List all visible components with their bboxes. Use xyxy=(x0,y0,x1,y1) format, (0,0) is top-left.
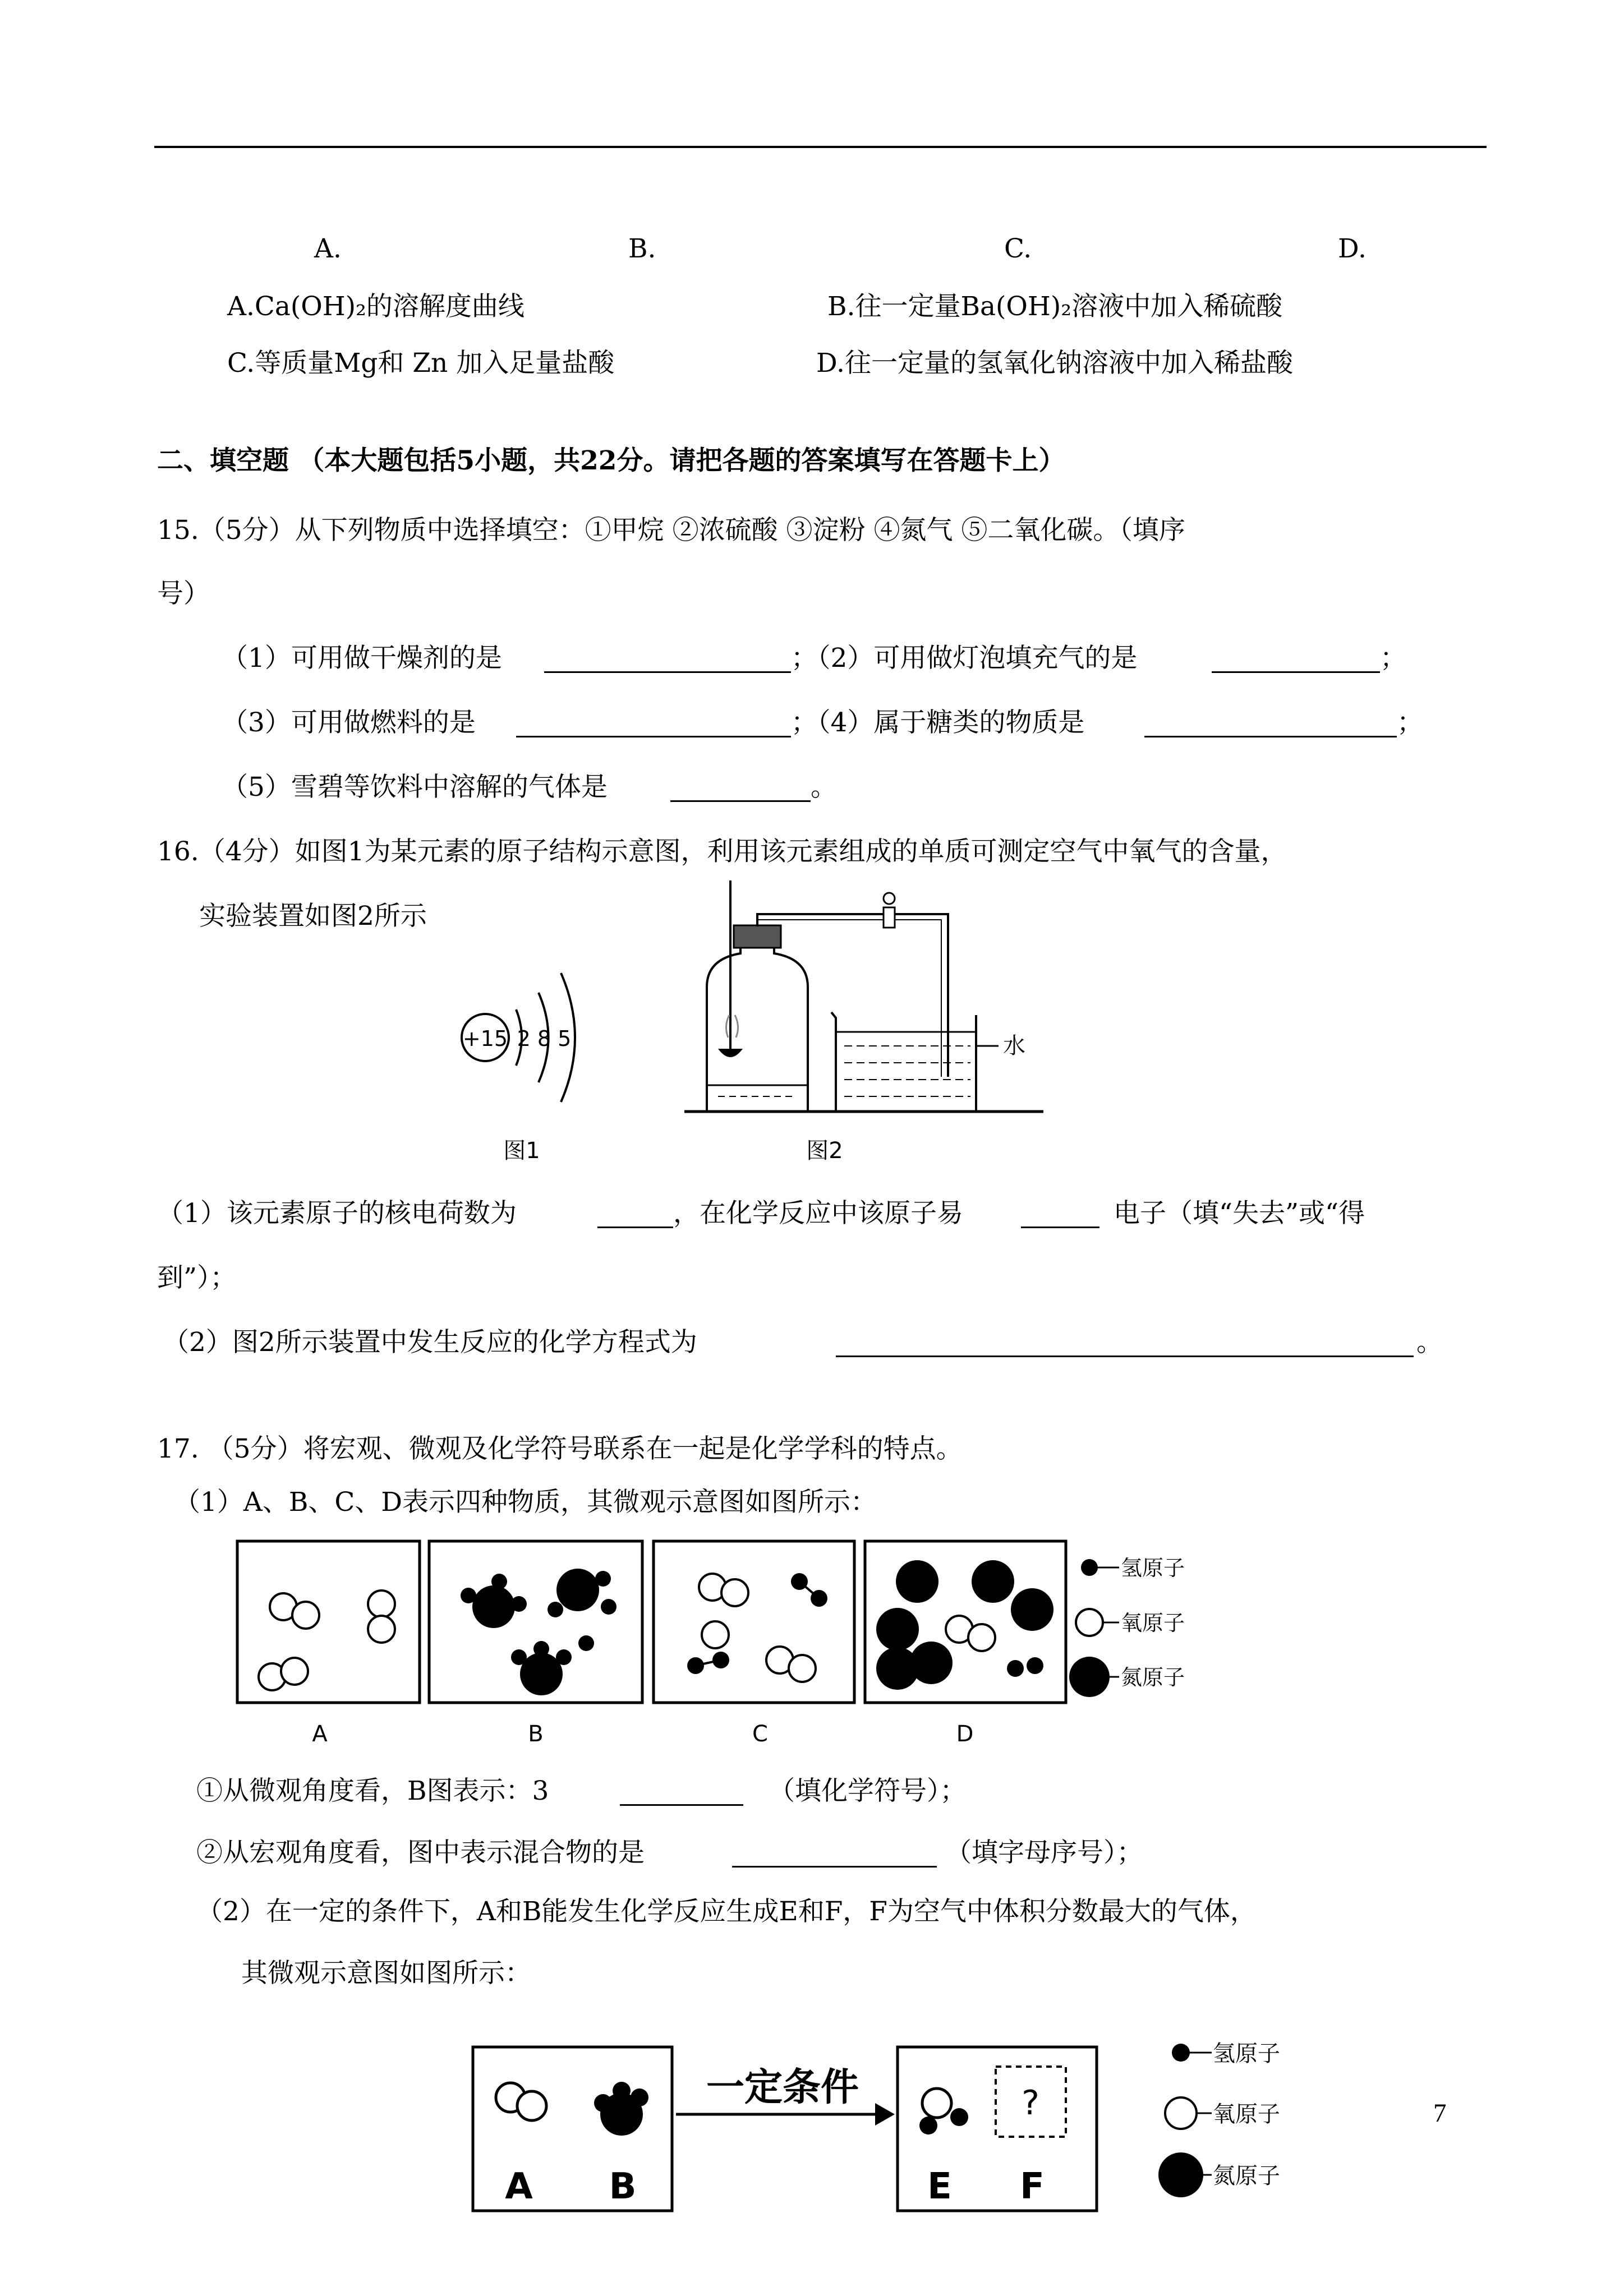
q17-blank1[interactable] xyxy=(620,1804,743,1806)
product-e-label: E xyxy=(927,2166,952,2207)
q16-part2-end: 。 xyxy=(1416,1327,1443,1358)
q14-option-b: B.往一定量Ba(OH)₂溶液中加入稀硫酸 xyxy=(827,291,1283,322)
box-b-label: B xyxy=(528,1721,544,1747)
q16-blank2[interactable] xyxy=(1021,1227,1099,1228)
atom-structure-diagram xyxy=(449,931,617,1167)
box-c-label: C xyxy=(752,1721,768,1747)
q17-sub2b: （填字母序号）； xyxy=(945,1837,1143,1868)
q16-part1c: 电子（填“失去”或“得 xyxy=(1114,1198,1365,1229)
section-title: 二、填空题 （本大题包括5小题，共22分。请把各题的答案填写在答题卡上） xyxy=(157,445,1065,476)
q15-blank3[interactable] xyxy=(516,736,791,737)
box-d-label: D xyxy=(956,1721,974,1747)
q17-part1: （1）A、B、C、D表示四种物质，其微观示意图如图所示： xyxy=(174,1487,877,1518)
q17-part2-line1: （2）在一定的条件下，A和B能发生化学反应生成E和F，F为空气中体积分数最大的气体， xyxy=(196,1896,1257,1927)
nucleus-label: +15 xyxy=(462,1026,508,1051)
page-number: 7 xyxy=(1433,2099,1447,2128)
q15-stem-line1: 15.（5分）从下列物质中选择填空：①甲烷 ②浓硫酸 ③淀粉 ④氮气 ⑤二氧化碳。（填序 xyxy=(157,515,1185,546)
q16-blank1[interactable] xyxy=(597,1227,673,1228)
reaction-diagram xyxy=(471,2030,1346,2221)
unknown-product-mark: ? xyxy=(1022,2083,1039,2123)
q15-part2: ；（2）可用做灯泡填充气的是 xyxy=(791,643,1138,674)
q16-stem-line2: 实验装置如图2所示 xyxy=(199,901,427,932)
legend-hydrogen: 氢原子 xyxy=(1121,1556,1185,1580)
q14-option-d: D.往一定量的氢氧化钠溶液中加入稀盐酸 xyxy=(816,348,1293,379)
q16-part1b: ，在化学反应中该原子易 xyxy=(673,1198,963,1229)
q16-stem-line1: 16.（4分）如图1为某元素的原子结构示意图，利用该元素组成的单质可测定空气中氧气的含量， xyxy=(157,836,1287,867)
box-a-label: A xyxy=(312,1721,328,1747)
legend2-hydrogen: 氢原子 xyxy=(1213,2041,1280,2067)
q15-part4-end: ； xyxy=(1397,707,1423,738)
legend-oxygen: 氧原子 xyxy=(1121,1611,1185,1635)
legend-nitrogen: 氮原子 xyxy=(1121,1665,1185,1690)
q15-part1: （1）可用做干燥剂的是 xyxy=(222,643,502,674)
q15-part2-end: ； xyxy=(1380,643,1406,674)
reaction-condition: 一定条件 xyxy=(706,2065,859,2110)
q16-part1d: 到”）； xyxy=(157,1262,237,1293)
water-label: 水 xyxy=(1003,1033,1025,1059)
q17-stem: 17. （5分）将宏观、微观及化学符号联系在一起是化学学科的特点。 xyxy=(157,1433,963,1464)
q15-part3: （3）可用做燃料的是 xyxy=(222,707,476,738)
q16-part2: （2）图2所示装置中发生反应的化学方程式为 xyxy=(163,1327,697,1358)
q15-blank1[interactable] xyxy=(544,671,791,673)
reactant-b-label: B xyxy=(609,2166,637,2207)
q16-part1a: （1）该元素原子的核电荷数为 xyxy=(157,1198,517,1229)
q15-blank5[interactable] xyxy=(670,800,811,802)
q17-part2-line2: 其微观示意图如图所示： xyxy=(241,1958,531,1989)
q14-option-c: C.等质量Mg和 Zn 加入足量盐酸 xyxy=(227,348,615,379)
product-f-label: F xyxy=(1020,2166,1045,2207)
q15-blank4[interactable] xyxy=(1144,736,1397,737)
legend2-oxygen: 氧原子 xyxy=(1213,2101,1280,2127)
q15-part5-end: 。 xyxy=(811,772,837,803)
reactant-a-label: A xyxy=(505,2166,533,2207)
fig1-caption: 图1 xyxy=(503,1138,540,1164)
q15-part5: （5）雪碧等饮料中溶解的气体是 xyxy=(222,772,608,803)
q14-label-a: A. xyxy=(314,233,342,264)
q14-label-c: C. xyxy=(1004,233,1032,264)
q17-sub1b: （填化学符号）； xyxy=(769,1776,967,1806)
q14-label-d: D. xyxy=(1338,233,1367,264)
q16-blank3[interactable] xyxy=(836,1356,1414,1357)
electron-shells-label: 2 8 5 xyxy=(517,1026,572,1051)
q17-sub2a: ②从宏观角度看，图中表示混合物的是 xyxy=(196,1837,645,1868)
fig2-caption: 图2 xyxy=(806,1138,843,1164)
q15-blank2[interactable] xyxy=(1212,671,1380,673)
q17-blank2[interactable] xyxy=(732,1866,937,1868)
header-rule xyxy=(154,146,1487,148)
q14-label-b: B. xyxy=(628,233,656,264)
legend2-nitrogen: 氮原子 xyxy=(1213,2163,1280,2189)
q15-part4: ；（4）属于糖类的物质是 xyxy=(791,707,1085,738)
q14-option-a: A.Ca(OH)₂的溶解度曲线 xyxy=(227,291,525,322)
molecule-boxes-diagram xyxy=(236,1539,1223,1753)
q15-stem-line2: 号） xyxy=(157,578,210,609)
oxygen-apparatus-diagram xyxy=(684,875,1066,1167)
q17-sub1a: ①从微观角度看，B图表示：3 xyxy=(196,1776,549,1806)
